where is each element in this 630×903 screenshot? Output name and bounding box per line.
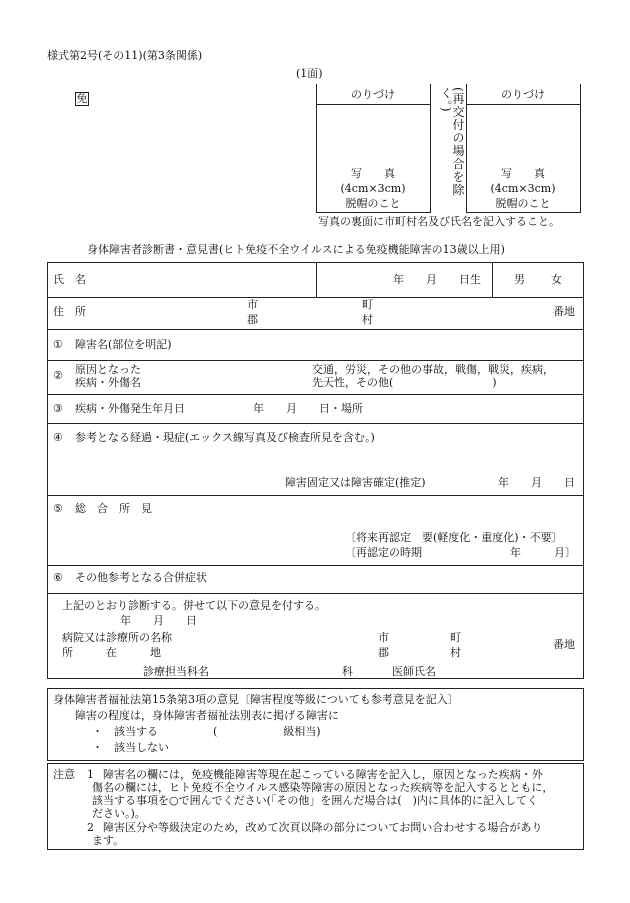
opinion-heading: 身体障害者福祉法第15条第3項の意見〔障害程度等級についても参考意見を記入〕 bbox=[53, 693, 459, 706]
row3-number: ③ bbox=[53, 402, 63, 415]
photo2-size: (4cm×3cm) bbox=[490, 182, 556, 195]
diagnosis-date: 年 月 日 bbox=[120, 614, 197, 627]
note2-number: 2 bbox=[87, 821, 94, 834]
reissue-separator-text: (再交付の場合を除く。) bbox=[439, 87, 465, 197]
row-line bbox=[47, 565, 584, 566]
document-title: 身体障害者診断書・意見書(ヒト免疫不全ウイルスによる免疫機能障害の13歳以上用) bbox=[87, 243, 505, 256]
note1-line4: ださい。)。 bbox=[92, 807, 146, 820]
birth-sex-divider bbox=[492, 262, 493, 297]
address-banchi: 番地 bbox=[553, 305, 575, 318]
row5-reassessment-period: 〔再認定の時期 年 月〕 bbox=[345, 546, 576, 559]
photo1-right-border bbox=[430, 84, 431, 212]
row3-onset-date-field: 年 月 日・場所 bbox=[253, 402, 363, 415]
opinion-option-not-applicable: ・ 該当しない bbox=[92, 741, 169, 754]
photo1-size: (4cm×3cm) bbox=[340, 182, 406, 195]
row-line bbox=[47, 593, 584, 594]
row-line bbox=[47, 423, 584, 424]
address-label: 住 所 bbox=[53, 305, 86, 318]
photo2-title: 写 真 bbox=[501, 167, 545, 180]
note1-line3: 該当する事項を○で囲んでください(「その他」を囲んだ場合は( )内に具体的に記入してく bbox=[92, 794, 538, 807]
notes-label: 注意 bbox=[53, 768, 75, 781]
sex-female: 女 bbox=[551, 273, 562, 286]
photo2-hat-note: 脱帽のこと bbox=[495, 197, 551, 210]
sex-male: 男 bbox=[514, 273, 525, 286]
row2-cause-label-line1: 原因となった bbox=[75, 363, 141, 376]
photo-back-note: 写真の裏面に市町村名及び氏名を記入すること。 bbox=[318, 215, 560, 228]
row1-number: ① bbox=[53, 338, 63, 351]
opinion-degree-text: 障害の程度は，身体障害者福祉法別表に掲げる障害に bbox=[75, 709, 339, 722]
row-line bbox=[47, 360, 584, 361]
row5-overall-findings-label: 総 合 所 見 bbox=[75, 502, 152, 515]
hospital-county: 郡 bbox=[378, 646, 389, 659]
row2-number: ② bbox=[53, 369, 63, 382]
row-line bbox=[47, 394, 584, 395]
photo1-hat-note: 脱帽のこと bbox=[345, 197, 401, 210]
photo1-bottom-border bbox=[316, 212, 431, 213]
row4-number: ④ bbox=[53, 431, 63, 444]
row2-cause-label-line2: 疾病・外傷名 bbox=[75, 376, 141, 389]
birthdate-field: 年 月 日生 bbox=[393, 273, 481, 286]
hospital-village: 村 bbox=[450, 646, 461, 659]
photo2-right-border bbox=[580, 84, 581, 212]
hospital-city: 市 bbox=[378, 631, 389, 644]
row-line bbox=[47, 297, 584, 298]
hospital-location-label: 所 在 地 bbox=[62, 646, 161, 659]
menjo-mark: 免 bbox=[76, 92, 88, 105]
address-county: 郡 bbox=[247, 313, 258, 326]
page-label: (1面) bbox=[296, 67, 323, 80]
note1-number: 1 bbox=[87, 768, 94, 781]
row6-complications-label: その他参考となる合併症状 bbox=[75, 571, 207, 584]
department-ka: 科 bbox=[342, 665, 353, 678]
department-label: 診療担当科名 bbox=[143, 665, 209, 678]
photo1-title: 写 真 bbox=[351, 167, 395, 180]
row4-history-label: 参考となる経過・現症(エックス線写真及び検査所見を含む。) bbox=[75, 431, 375, 444]
address-village: 村 bbox=[362, 313, 373, 326]
opinion-option-applicable: ・ 該当する ( 級相当) bbox=[92, 725, 321, 738]
address-city: 市 bbox=[247, 298, 258, 311]
name-birth-divider bbox=[316, 262, 317, 297]
form-number: 様式第2号(その11)(第3条関係) bbox=[47, 49, 203, 62]
photo2-bottom-border bbox=[466, 212, 581, 213]
photo1-glue-divider bbox=[316, 104, 430, 105]
address-town: 町 bbox=[362, 298, 373, 311]
hospital-banchi: 番地 bbox=[553, 638, 575, 651]
row3-onset-date-label: 疾病・外傷発生年月日 bbox=[75, 402, 185, 415]
name-label: 氏 名 bbox=[53, 273, 86, 286]
photo2-glue-divider bbox=[466, 104, 580, 105]
note1-line1: 障害名の欄には，免疫機能障害等現在起こっている障害を記入し，原因となった疾病・外 bbox=[103, 768, 543, 781]
row-line bbox=[47, 329, 584, 330]
note1-line2: 傷名の欄には，ヒト免疫不全ウイルス感染等障害の原因となった疾病等を記入するとともに， bbox=[92, 781, 554, 794]
row1-disability-name-label: 障害名(部位を明記) bbox=[75, 338, 172, 351]
hospital-town: 町 bbox=[450, 631, 461, 644]
row5-number: ⑤ bbox=[53, 502, 63, 515]
row2-cause-options-line2: 先天性，その他( ) bbox=[312, 376, 497, 389]
note2-line1: 障害区分や等級決定のため，改めて次頁以降の部分についてお問い合わせする場合があり bbox=[103, 821, 543, 834]
note2-line2: ます。 bbox=[92, 834, 125, 847]
row2-cause-options-line1: 交通，労災，その他の事故，戦傷，戦災，疾病， bbox=[312, 363, 554, 376]
diagnosis-statement: 上記のとおり診断する。併せて以下の意見を付する。 bbox=[62, 599, 326, 612]
row4-fixed-date: 年 月 日 bbox=[498, 476, 575, 489]
row4-fixed-label: 障害固定又は障害確定(推定) bbox=[285, 476, 426, 489]
row5-reassessment-need: 〔将来再認定 要(軽度化・重度化)・不要〕 bbox=[345, 531, 563, 544]
doctor-name-label: 医師氏名 bbox=[392, 665, 436, 678]
row6-number: ⑥ bbox=[53, 571, 63, 584]
photo1-glue-label: のりづけ bbox=[351, 88, 395, 101]
photo2-glue-label: のりづけ bbox=[501, 88, 545, 101]
row-line bbox=[47, 495, 584, 496]
hospital-name-label: 病院又は診療所の名称 bbox=[62, 631, 172, 644]
